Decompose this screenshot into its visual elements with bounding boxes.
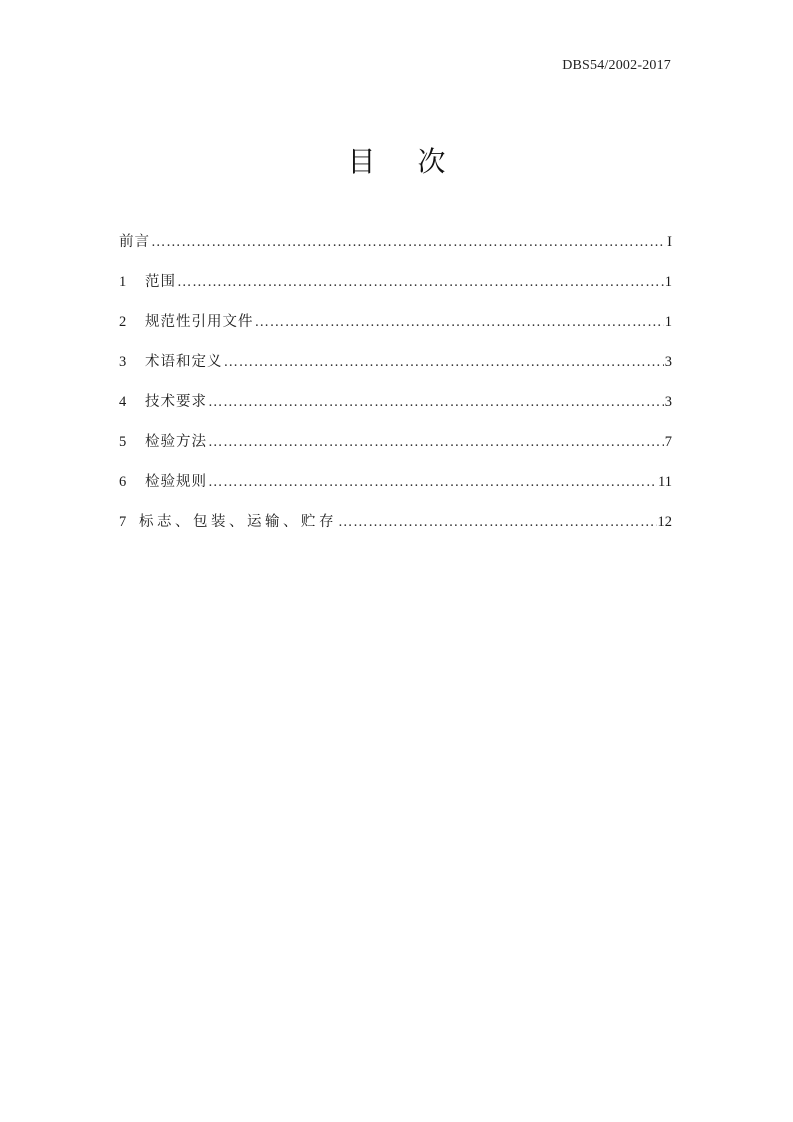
toc-leader-dots — [255, 310, 664, 334]
standard-code: DBS54/2002-2017 — [562, 58, 671, 73]
toc-entry-page: 1 — [664, 274, 672, 290]
toc-entry-label: 规范性引用文件 — [145, 314, 254, 330]
toc-entry-page: 3 — [664, 354, 672, 370]
toc-entry-page: 1 — [664, 314, 672, 330]
toc-entry-marking-packaging-transport-storage[interactable] — [119, 510, 672, 550]
toc-entry-label: 标志、包装、运输、贮存 — [139, 514, 337, 530]
toc-entry-technical-requirements[interactable] — [119, 390, 672, 430]
table-of-contents — [119, 230, 672, 550]
toc-leader-dots — [151, 230, 666, 254]
toc-leader-dots — [208, 470, 657, 494]
toc-entry-scope[interactable] — [119, 270, 672, 310]
toc-entry-label: 技术要求 — [145, 394, 207, 410]
toc-entry-number: 4 — [119, 394, 127, 410]
toc-leader-dots — [208, 430, 664, 454]
toc-entry-number: 6 — [119, 474, 127, 490]
toc-leader-dots — [208, 390, 664, 414]
toc-entry-number: 3 — [119, 354, 127, 370]
toc-entry-page: 11 — [658, 474, 672, 490]
toc-entry-number: 7 — [119, 514, 127, 530]
toc-leader-dots — [338, 510, 657, 534]
toc-entry-label: 术语和定义 — [145, 354, 223, 370]
toc-entry-foreword[interactable] — [119, 230, 672, 270]
title-char-1: 目 — [347, 145, 376, 178]
toc-entry-label: 范围 — [145, 274, 176, 290]
title-char-2: 次 — [417, 145, 446, 178]
toc-entry-number: 2 — [119, 314, 127, 330]
toc-entry-label: 前言 — [119, 234, 150, 250]
toc-entry-label: 检验规则 — [145, 474, 207, 490]
toc-entry-terms-definitions[interactable] — [119, 350, 672, 390]
toc-entry-number: 1 — [119, 274, 127, 290]
toc-entry-page: 7 — [664, 434, 672, 450]
toc-leader-dots — [224, 350, 664, 374]
toc-entry-page: I — [667, 234, 672, 250]
toc-entry-page: 12 — [657, 514, 672, 530]
toc-entry-test-methods[interactable] — [119, 430, 672, 470]
toc-leader-dots — [177, 270, 664, 294]
page-title — [0, 140, 793, 180]
toc-entry-label: 检验方法 — [145, 434, 207, 450]
toc-entry-normative-references[interactable] — [119, 310, 672, 350]
toc-entry-number: 5 — [119, 434, 127, 450]
toc-entry-inspection-rules[interactable] — [119, 470, 672, 510]
toc-entry-page: 3 — [664, 394, 672, 410]
